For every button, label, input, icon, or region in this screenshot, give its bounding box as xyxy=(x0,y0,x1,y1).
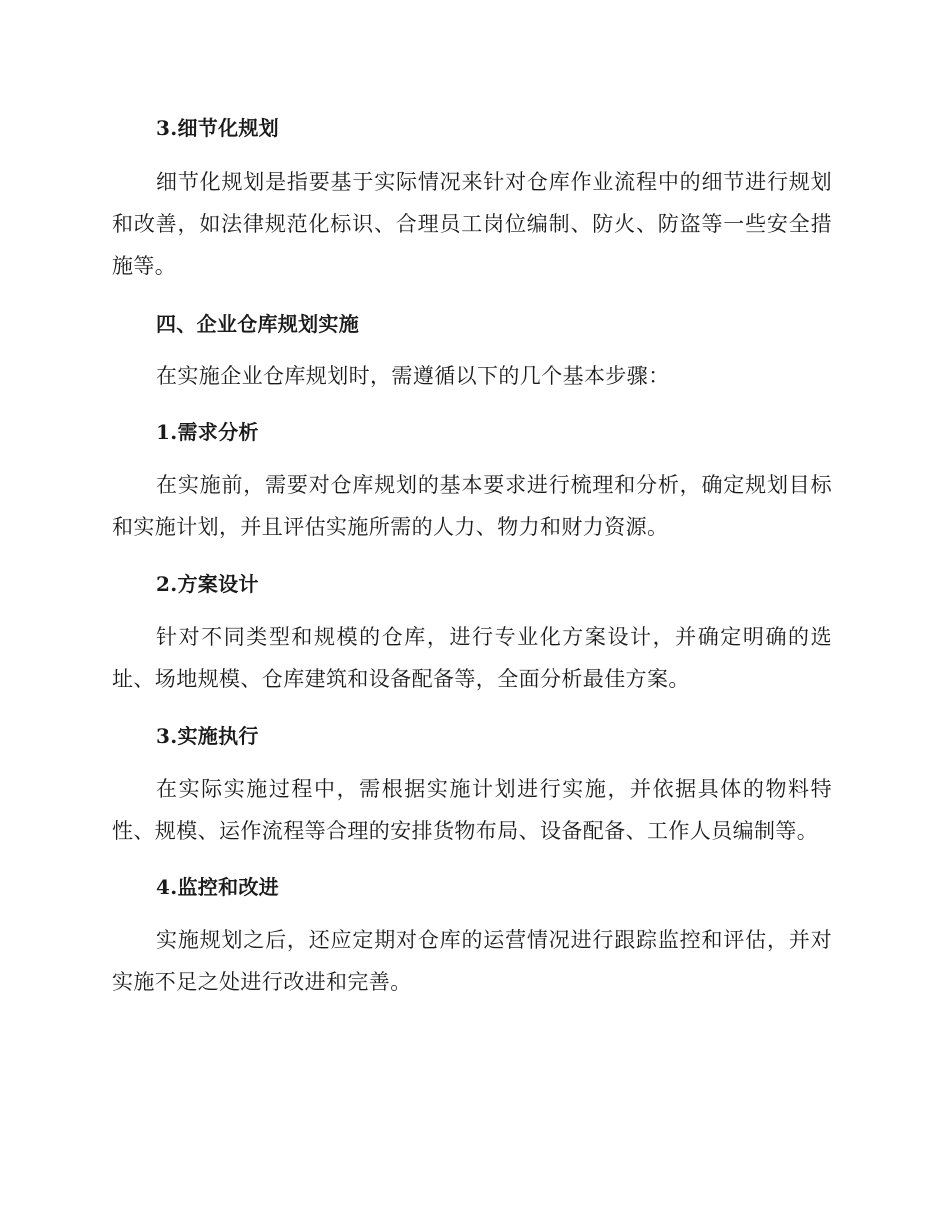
section-heading-implementation: 四、企业仓库规划实施 xyxy=(156,312,359,336)
section-heading-execution: 3.实施执行 xyxy=(156,724,259,748)
section-heading-detail-planning: 3.细节化规划 xyxy=(156,116,279,140)
paragraph-plan-design: 针对不同类型和规模的仓库，进行专业化方案设计，并确定明确的选址、场地规模、仓库建筑和设备配备等，全面分析最佳方案。 xyxy=(112,625,832,691)
paragraph-execution: 在实际实施过程中，需根据实施计划进行实施，并依据具体的物料特性、规模、运作流程等合理的安排货物布局、设备配备、工作人员编制等。 xyxy=(112,777,832,843)
paragraph-monitoring: 实施规划之后，还应定期对仓库的运营情况进行跟踪监控和评估，并对实施不足之处进行改进和完善。 xyxy=(112,928,832,994)
paragraph-detail-planning: 细节化规划是指要基于实际情况来针对仓库作业流程中的细节进行规划和改善，如法律规范化标识、合理员工岗位编制、防火、防盗等一些安全措施等。 xyxy=(112,170,832,278)
paragraph-implementation-intro: 在实施企业仓库规划时，需遵循以下的几个基本步骤： xyxy=(156,364,670,388)
section-heading-needs-analysis: 1.需求分析 xyxy=(156,420,259,444)
section-heading-plan-design: 2.方案设计 xyxy=(156,572,259,596)
paragraph-needs-analysis: 在实施前，需要对仓库规划的基本要求进行梳理和分析，确定规划目标和实施计划，并且评估实施所需的人力、物力和财力资源。 xyxy=(112,473,832,539)
section-heading-monitoring: 4.监控和改进 xyxy=(156,875,279,899)
